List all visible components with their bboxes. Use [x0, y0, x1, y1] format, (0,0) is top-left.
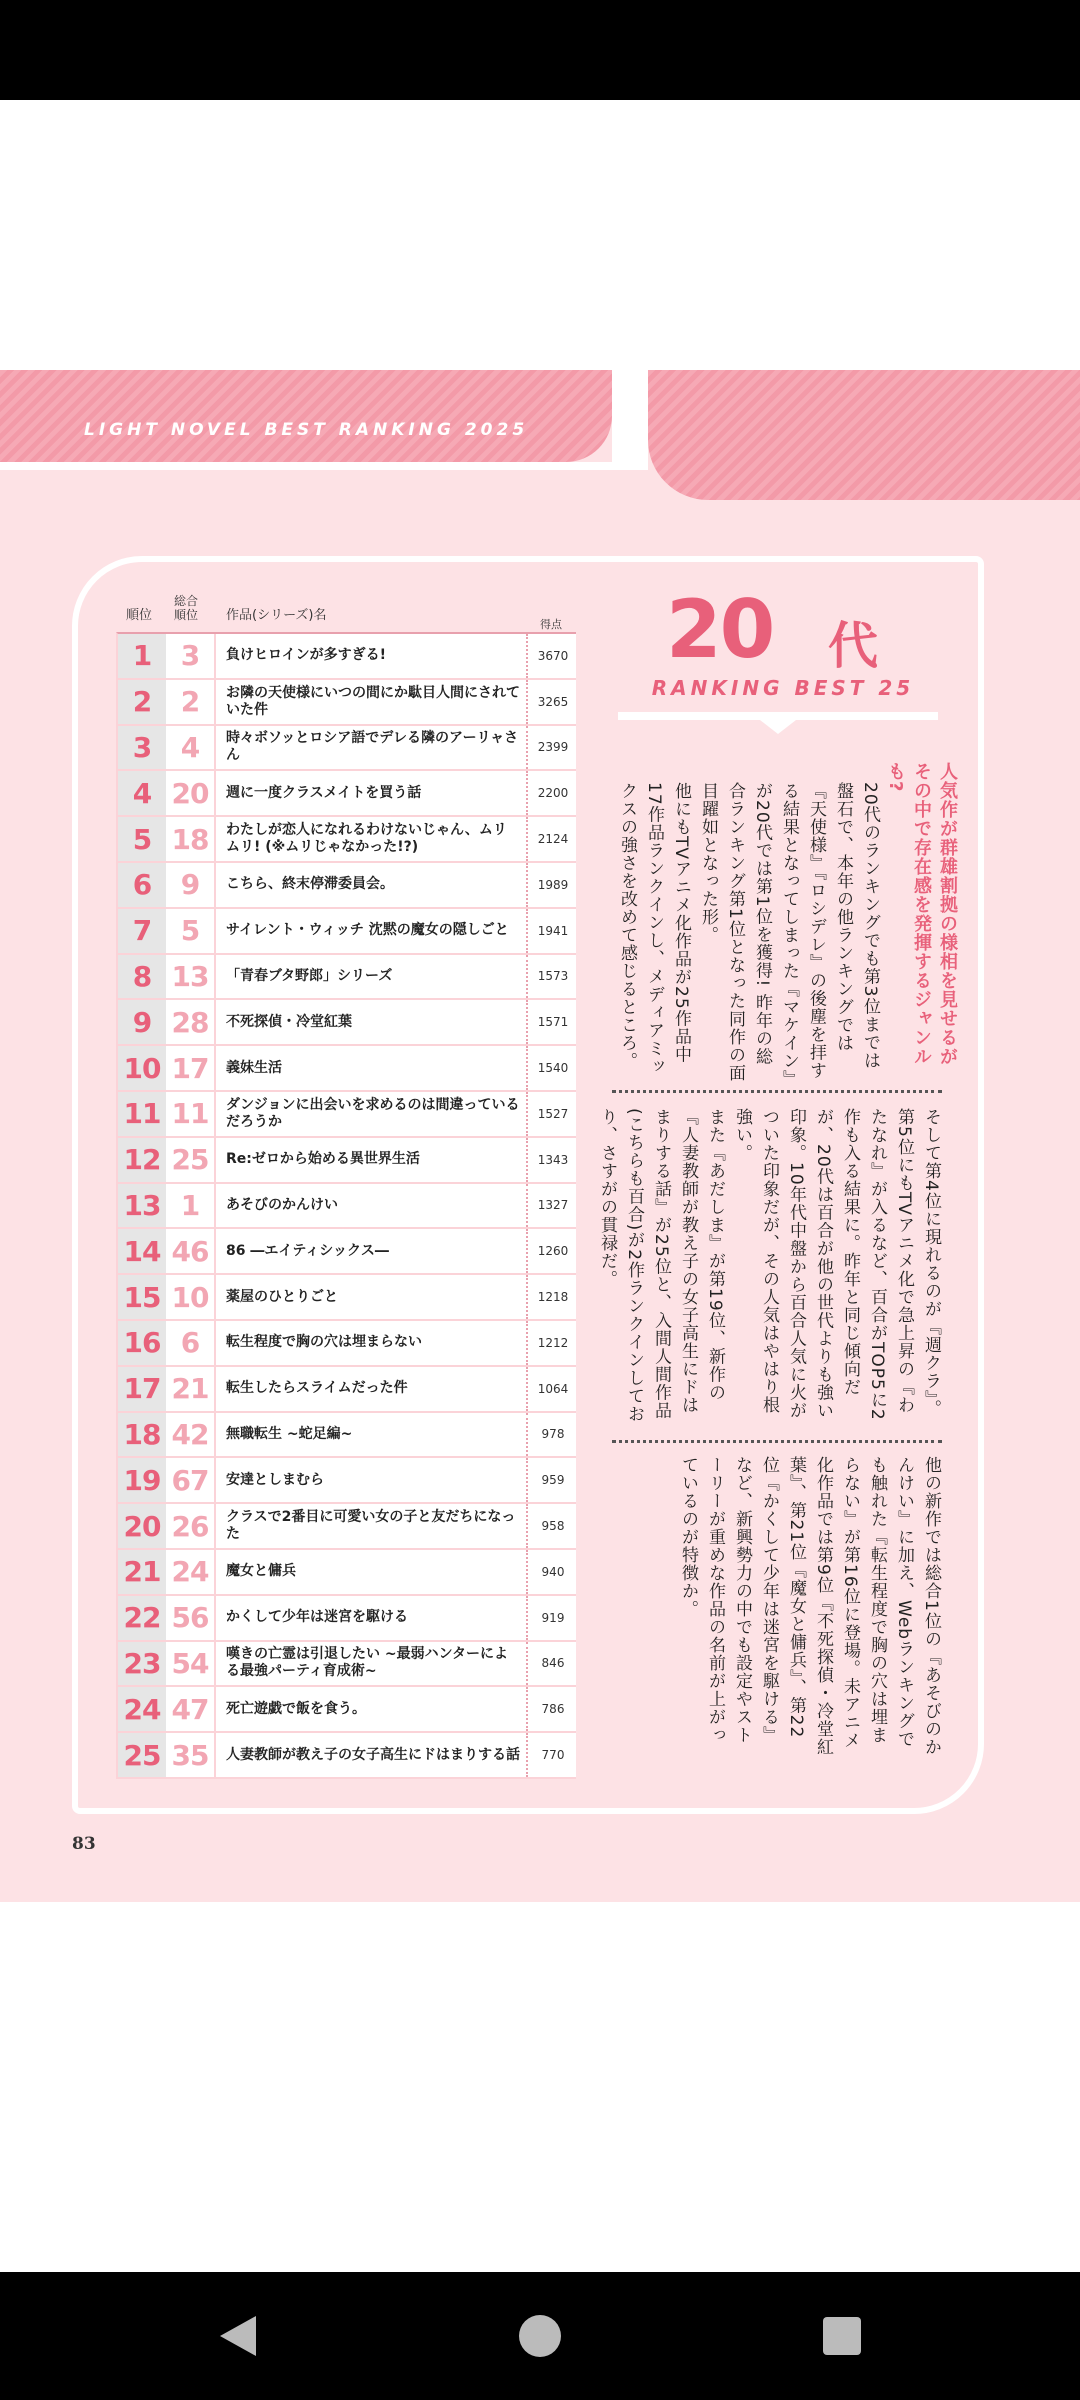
score-cell: 1064: [526, 1367, 578, 1411]
title-cell: あそびのかんけい: [226, 1196, 338, 1213]
score-cell: 1343: [526, 1138, 578, 1182]
col-title-header: 作品(シリーズ)名: [226, 608, 327, 623]
overall-rank-cell: 6: [166, 1321, 216, 1365]
heading-bar: [618, 712, 938, 720]
overall-rank-cell: 3: [166, 634, 216, 678]
overall-rank-cell: 21: [166, 1367, 216, 1411]
recents-square-icon: [821, 2315, 863, 2357]
title-cell: わたしが恋人になれるわけないじゃん、ムリムリ! (※ムリじゃなかった!?): [226, 822, 507, 856]
score-cell: 978: [526, 1413, 578, 1457]
rank-cell: 16: [118, 1321, 166, 1365]
title-cell: 薬屋のひとりごと: [226, 1288, 338, 1305]
header-stripe-right: [648, 370, 1080, 500]
overall-rank-cell: 26: [166, 1504, 216, 1548]
home-button[interactable]: [480, 2272, 600, 2400]
score-cell: 959: [526, 1458, 578, 1502]
rank-cell: 10: [118, 1046, 166, 1090]
table-row: [118, 1458, 576, 1504]
overall-rank-cell: 67: [166, 1458, 216, 1502]
title-cell: 死亡遊戯で飯を食う。: [226, 1700, 366, 1717]
heading-subtitle: RANKING BEST 25: [651, 676, 915, 700]
title-cell: 負けヒロインが多すぎる!: [226, 647, 386, 664]
header-caption: LIGHT NOVEL BEST RANKING 2025: [84, 420, 529, 440]
rank-cell: 19: [118, 1458, 166, 1502]
rank-cell: 3: [118, 726, 166, 770]
title-cell: 嘆きの亡霊は引退したい ~最弱ハンターによる最強パーティ育成術~: [226, 1646, 509, 1680]
score-cell: 1941: [526, 909, 578, 953]
header-underline: [0, 462, 620, 470]
overall-rank-cell: 56: [166, 1596, 216, 1640]
table-row: [118, 1321, 576, 1367]
overall-rank-cell: 54: [166, 1642, 216, 1686]
overall-rank-cell: 28: [166, 1000, 216, 1044]
score-cell: 1540: [526, 1046, 578, 1090]
rank-cell: 25: [118, 1733, 166, 1777]
title-cell: 魔女と傭兵: [226, 1563, 296, 1580]
table-row: [118, 1687, 576, 1733]
header-gap: [612, 370, 648, 470]
col-score-header: 得点: [540, 618, 562, 631]
title-cell: 安達としまむら: [226, 1471, 324, 1488]
table-row: [118, 1596, 576, 1642]
table-row: [118, 771, 576, 817]
table-row: [118, 1733, 576, 1779]
rank-cell: 8: [118, 955, 166, 999]
rank-cell: 12: [118, 1138, 166, 1182]
rank-cell: 1: [118, 634, 166, 678]
table-row: [118, 1504, 576, 1550]
title-cell: 転生程度で胸の穴は埋まらない: [226, 1334, 422, 1351]
score-cell: 1527: [526, 1092, 578, 1136]
status-bar: [0, 0, 1080, 100]
rank-cell: 17: [118, 1367, 166, 1411]
score-cell: 846: [526, 1642, 578, 1686]
table-row: [118, 863, 576, 909]
overall-rank-cell: 11: [166, 1092, 216, 1136]
col-overall-header: 総合 順位: [174, 594, 199, 622]
rank-cell: 7: [118, 909, 166, 953]
title-cell: 転生したらスライムだった件: [226, 1380, 408, 1397]
overall-rank-cell: 25: [166, 1138, 216, 1182]
table-row: [118, 1413, 576, 1459]
title-cell: かくして少年は迷宮を駆ける: [226, 1609, 408, 1626]
article-paragraph-5: [612, 1456, 944, 1756]
table-row: [118, 1184, 576, 1230]
rank-cell: 2: [118, 680, 166, 724]
page-number: 83: [72, 1834, 96, 1854]
table-row: [118, 726, 576, 772]
article-paragraph-3: [597, 1108, 944, 1428]
score-cell: 2200: [526, 771, 578, 815]
rank-cell: 23: [118, 1642, 166, 1686]
rank-cell: 14: [118, 1229, 166, 1273]
ranking-table: [116, 594, 576, 1779]
overall-rank-cell: 4: [166, 726, 216, 770]
rank-cell: 11: [118, 1092, 166, 1136]
score-cell: 1571: [526, 1000, 578, 1044]
score-cell: 770: [526, 1733, 578, 1777]
col-rank-header: 順位: [126, 608, 153, 623]
title-cell: 「青春ブタ野郎」シリーズ: [226, 967, 393, 984]
article-p3: そして第4位に現れるのが『週クラ』。第5位にもTVアニメ化で急上昇の『わたなれ』が入るなど、百合がTOP5に2作も入る結果に。昨年と同じ傾向だが、20代は百合が他の世代よりも強い印象。10年代中盤から百合人気に火がついた印象だが、その人気はやはり根強い。: [732, 1108, 941, 1421]
table-row: [118, 1642, 576, 1688]
title-cell: ダンジョンに出会いを求めるのは間違っているだろうか: [226, 1096, 520, 1130]
divider-2: [612, 1440, 942, 1443]
title-cell: 無職転生 ~蛇足編~: [226, 1425, 353, 1442]
title-cell: 義妹生活: [226, 1059, 282, 1076]
heading-number: 20: [666, 583, 774, 676]
table-row: [118, 680, 576, 726]
score-cell: 1573: [526, 955, 578, 999]
article-p2-start: 他にもTVアニメ化作品が25作品中17作品ランクインし、メディアミックスの強さを改めて感じるところ。: [617, 782, 691, 1076]
title-cell: Re:ゼロから始める異世界生活: [226, 1151, 420, 1168]
score-cell: 940: [526, 1550, 578, 1594]
rank-cell: 13: [118, 1184, 166, 1228]
title-cell: こちら、終末停滞委員会。: [226, 876, 394, 893]
table-row: [118, 909, 576, 955]
rank-cell: 15: [118, 1275, 166, 1319]
table-row: [118, 1550, 576, 1596]
rank-cell: 24: [118, 1687, 166, 1731]
overall-rank-cell: 20: [166, 771, 216, 815]
rank-cell: 9: [118, 1000, 166, 1044]
title-cell: 不死探偵・冷堂紅葉: [226, 1013, 352, 1030]
score-cell: 1212: [526, 1321, 578, 1365]
score-cell: 1260: [526, 1229, 578, 1273]
table-row: [118, 1229, 576, 1275]
rank-cell: 18: [118, 1413, 166, 1457]
title-cell: 人妻教師が教え子の女子高生にドはまりする話: [226, 1746, 520, 1763]
article-p1: 20代のランキングでも第3位までは盤石で、本年の他ランキングでは『天使様』『ロシデレ』の後塵を拝する結果となってしまった『マケイン』が20代では第1位を獲得! 昨年の総合ランキング第1位となった同作の面目躍如となった形。: [698, 782, 880, 1082]
overall-rank-cell: 9: [166, 863, 216, 907]
title-cell: 週に一度クラスメイトを買う話: [226, 784, 422, 801]
table-row: [118, 634, 576, 680]
overall-rank-cell: 13: [166, 955, 216, 999]
score-cell: 2399: [526, 726, 578, 770]
article-headline: 人気作が群雄割拠の様相を見せるがその中で存在感を発揮するジャンルも?: [885, 762, 958, 1066]
table-row: [118, 1367, 576, 1413]
rank-cell: 20: [118, 1504, 166, 1548]
score-cell: 919: [526, 1596, 578, 1640]
rank-cell: 5: [118, 817, 166, 861]
score-cell: 1989: [526, 863, 578, 907]
score-cell: 958: [526, 1504, 578, 1548]
title-cell: 86 ―エイティシックス―: [226, 1242, 389, 1259]
article-p5: 他の新作では総合1位の『あそびのかんけい』に加え、Webランキングでも触れた『転生程度で胸の穴は埋まらない』が第16位に登場。未アニメ化作品では第9位『不死探偵・冷堂紅葉』、第21位『魔女と傭兵』、第22位『かくして少年は迷宮を駆ける』など、新興勢力の中でも設定やストーリーが重めな作品の名前が上がっているのが特徴か。: [678, 1456, 941, 1756]
title-cell: サイレント・ウィッチ 沈黙の魔女の隠しごと: [226, 922, 509, 939]
table-row: [118, 1275, 576, 1321]
overall-rank-cell: 46: [166, 1229, 216, 1273]
back-button[interactable]: [178, 2272, 298, 2400]
rank-cell: 4: [118, 771, 166, 815]
rank-cell: 21: [118, 1550, 166, 1594]
article-p4: また『あだしま』が第19位、新作の『人妻教師が教え子の女子高生にドはまりする話』が25位と、入間人間作品(こちらも百合)が2作ランクインしており、さすがの貫禄だ。: [597, 1108, 725, 1424]
back-triangle-icon: [216, 2312, 260, 2360]
heading-pointer: [760, 720, 796, 734]
navigation-bar: [0, 2272, 1080, 2400]
overall-rank-cell: 47: [166, 1687, 216, 1731]
rank-cell: 6: [118, 863, 166, 907]
article-paragraph-1: [615, 782, 883, 1082]
title-cell: 時々ボソッとロシア語でデレる隣のアーリャさん: [226, 730, 519, 764]
score-cell: 2124: [526, 817, 578, 861]
header-stripe-left: [0, 370, 612, 462]
table-row: [118, 1092, 576, 1138]
recents-button[interactable]: [782, 2272, 902, 2400]
overall-rank-cell: 35: [166, 1733, 216, 1777]
title-cell: クラスで2番目に可愛い女の子と友だちになった: [226, 1509, 516, 1543]
title-cell: お隣の天使様にいつの間にか駄目人間にされていた件: [226, 684, 520, 718]
score-cell: 1218: [526, 1275, 578, 1319]
divider-1: [612, 1090, 942, 1093]
overall-rank-cell: 18: [166, 817, 216, 861]
table-row: [118, 955, 576, 1001]
overall-rank-cell: 2: [166, 680, 216, 724]
overall-rank-cell: 10: [166, 1275, 216, 1319]
score-cell: 3265: [526, 680, 578, 724]
rank-cell: 22: [118, 1596, 166, 1640]
overall-rank-cell: 5: [166, 909, 216, 953]
table-row: [118, 1138, 576, 1184]
overall-rank-cell: 17: [166, 1046, 216, 1090]
table-row: [118, 817, 576, 863]
overall-rank-cell: 1: [166, 1184, 216, 1228]
heading-suffix: 代: [828, 617, 878, 675]
score-cell: 786: [526, 1687, 578, 1731]
ranking-rows: [116, 632, 576, 1779]
table-row: [118, 1046, 576, 1092]
overall-rank-cell: 24: [166, 1550, 216, 1594]
score-cell: 3670: [526, 634, 578, 678]
overall-rank-cell: 42: [166, 1413, 216, 1457]
table-row: [118, 1000, 576, 1046]
score-cell: 1327: [526, 1184, 578, 1228]
home-circle-icon: [517, 2313, 563, 2359]
table-header: [116, 594, 576, 632]
